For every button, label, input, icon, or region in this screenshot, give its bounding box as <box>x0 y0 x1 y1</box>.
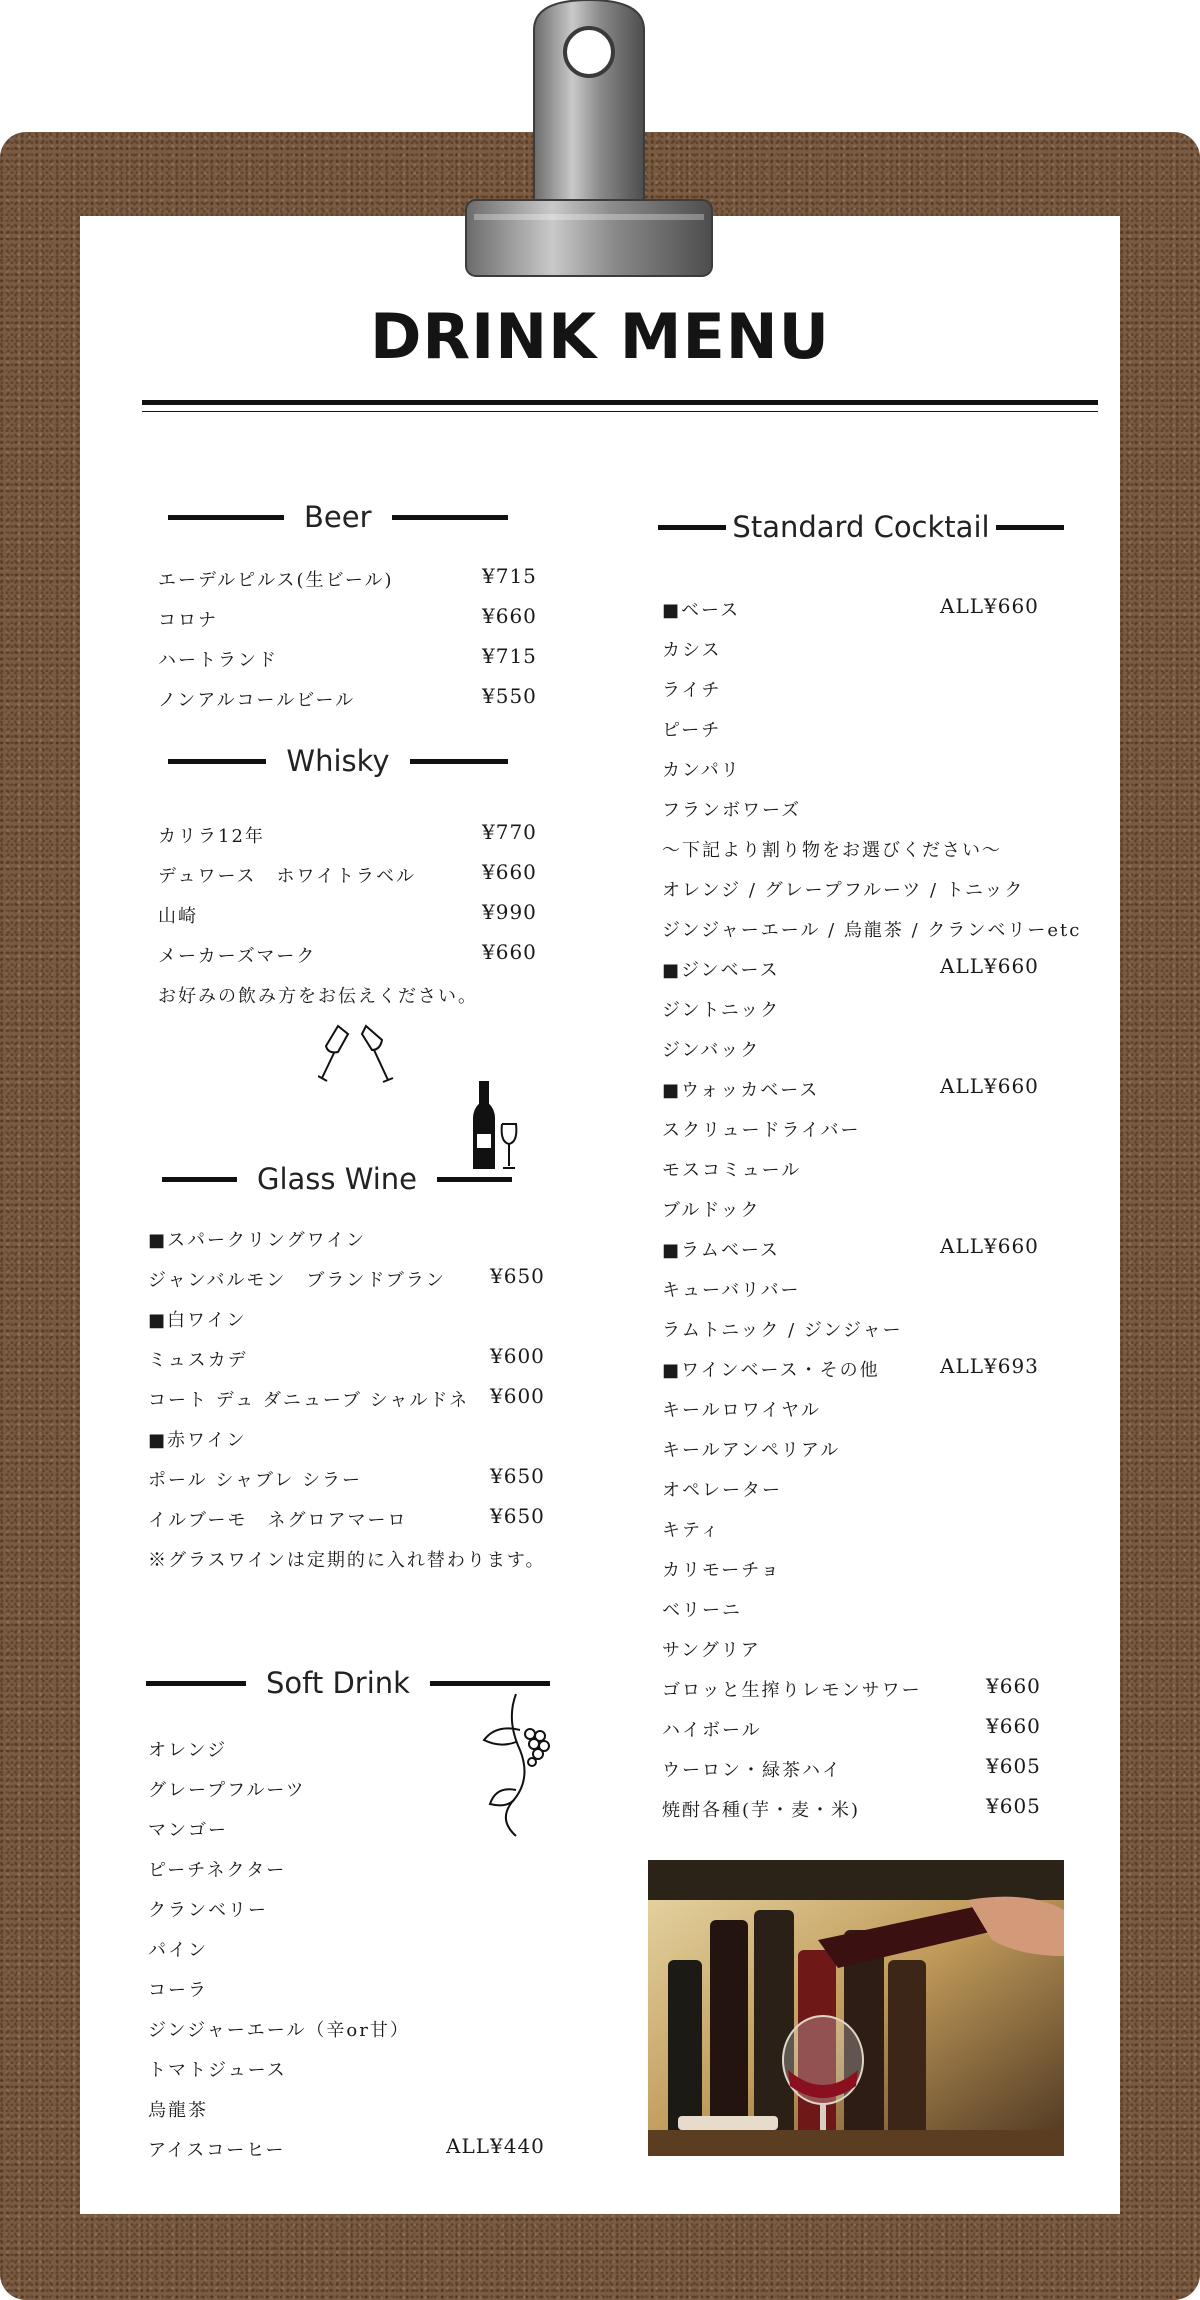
cocktail-item-name: オペレーター <box>662 1480 782 1501</box>
cocktail-item-name: キールアンペリアル <box>662 1440 841 1461</box>
cocktail-item-name: ラムトニック / ジンジャー <box>662 1320 903 1341</box>
beer-item-name: ハートランド <box>158 650 278 671</box>
wine-pouring-photo <box>648 1860 1064 2156</box>
glass-wine-item-name: イルブーモ ネグロアマーロ <box>148 1510 408 1531</box>
cocktail-item-name: カンパリ <box>662 760 741 781</box>
cocktail-item-name: オレンジ / グレープフルーツ / トニック <box>662 880 1025 901</box>
cocktail-item-name: ■ワインベース・その他 <box>662 1360 880 1381</box>
cocktail-item-price: ¥605 <box>986 1754 1041 1778</box>
soft-drink-item-name: グレープフルーツ <box>148 1780 306 1801</box>
whisky-item-name: 山崎 <box>158 906 198 927</box>
whisky-heading <box>168 744 508 778</box>
cocktail-item-name: 焼酎各種(芋・麦・米) <box>662 1800 861 1821</box>
glass-wine-item-price: ¥650 <box>490 1464 545 1488</box>
wine-bottle-glass-icon <box>468 1080 520 1172</box>
cocktail-item-name: ～下記より割り物をお選びください～ <box>662 840 1002 861</box>
whisky-item-price: ¥660 <box>482 860 537 884</box>
soft-drink-heading-label: Soft Drink <box>266 1666 410 1700</box>
binder-clip-icon <box>464 0 714 280</box>
cocktail-item-name: サングリア <box>662 1640 761 1661</box>
cocktail-item-name: ハイボール <box>662 1720 762 1741</box>
glass-wine-item-name: ■スパークリングワイン <box>148 1230 367 1251</box>
cocktail-item-name: フランボワーズ <box>662 800 802 821</box>
cocktail-item-name: キューバリバー <box>662 1280 801 1301</box>
cocktail-item-name: キティ <box>662 1520 721 1541</box>
beer-heading-label: Beer <box>304 500 372 534</box>
cocktail-item-price: ALL¥660 <box>940 594 1039 618</box>
cocktail-item-name: ジントニック <box>662 1000 781 1021</box>
glass-wine-item-name: ポール シャブレ シラー <box>148 1470 363 1491</box>
cocktail-item-price: ALL¥660 <box>940 1234 1039 1258</box>
soft-drink-price: ALL¥440 <box>446 2134 545 2158</box>
cocktail-item-name: キールロワイヤル <box>662 1400 821 1421</box>
cocktail-item-name: ウーロン・緑茶ハイ <box>662 1760 842 1781</box>
title-rule-thin <box>142 411 1098 412</box>
cocktail-item-name: ゴロッと生搾りレモンサワー <box>662 1680 922 1701</box>
soft-drink-item-name: クランベリー <box>148 1900 268 1921</box>
glass-wine-item-name: ジャンバルモン ブランドブラン <box>148 1270 446 1291</box>
cocktail-item-price: ¥660 <box>986 1674 1041 1698</box>
page-title: DRINK MENU <box>369 300 831 373</box>
whisky-heading-label: Whisky <box>286 744 390 778</box>
whisky-item-price: ¥990 <box>482 900 537 924</box>
glass-wine-item-price: ¥650 <box>490 1264 545 1288</box>
beer-item-price: ¥715 <box>482 644 537 668</box>
cocktail-item-name: ジンバック <box>662 1040 761 1061</box>
cocktail-item-name: ブルドック <box>662 1200 761 1221</box>
glass-wine-item-name: ミュスカデ <box>148 1350 248 1371</box>
cocktail-item-name: ライチ <box>662 680 722 701</box>
cocktail-item-name: カリモーチョ <box>662 1560 781 1581</box>
soft-drink-item-name: パイン <box>148 1940 208 1961</box>
beer-heading <box>168 500 508 534</box>
glass-wine-item-price: ¥600 <box>490 1384 545 1408</box>
cocktail-item-price: ALL¥660 <box>940 954 1039 978</box>
beer-item-price: ¥550 <box>482 684 537 708</box>
soft-drink-item-name: トマトジュース <box>148 2060 287 2081</box>
title-rule <box>142 400 1098 405</box>
cocktail-item-name: カシス <box>662 640 722 661</box>
cocktail-item-name: スクリュードライバー <box>662 1120 861 1141</box>
glass-wine-item-name: ■赤ワイン <box>148 1430 247 1451</box>
soft-drink-item-name: アイスコーヒー <box>148 2140 286 2161</box>
cocktail-item-price: ALL¥660 <box>940 1074 1039 1098</box>
soft-drink-item-name: ジンジャーエール（辛or甘） <box>148 2020 410 2041</box>
glass-wine-item-price: ¥650 <box>490 1504 545 1528</box>
beer-item-name: コロナ <box>158 610 218 631</box>
glass-wine-item-name: ■白ワイン <box>148 1310 247 1331</box>
cocktail-item-price: ¥660 <box>986 1714 1041 1738</box>
cocktail-item-name: ピーチ <box>662 720 722 741</box>
beer-item-price: ¥715 <box>482 564 537 588</box>
cocktail-item-name: ■ベース <box>662 600 741 621</box>
glass-wine-heading <box>162 1162 512 1196</box>
cocktail-heading-label: Standard Cocktail <box>732 510 990 544</box>
glass-wine-note: ※グラスワインは定期的に入れ替わります。 <box>148 1550 546 1571</box>
cocktail-item-name: ベリーニ <box>662 1600 742 1621</box>
glass-wine-item-price: ¥600 <box>490 1344 545 1368</box>
soft-drink-item-name: 烏龍茶 <box>148 2100 208 2121</box>
soft-drink-item-name: コーラ <box>148 1980 208 2001</box>
cocktail-heading <box>658 510 1064 544</box>
whisky-item-name: デュワース ホワイトラベル <box>158 866 417 887</box>
beer-item-name: ノンアルコールビール <box>158 690 356 711</box>
cocktail-item-price: ¥605 <box>986 1794 1041 1818</box>
soft-drink-item-name: オレンジ <box>148 1740 228 1761</box>
whisky-note: お好みの飲み方をお伝えください。 <box>158 986 478 1007</box>
glass-wine-item-name: コート デュ ダニューブ シャルドネ <box>148 1390 470 1411</box>
whisky-item-price: ¥660 <box>482 940 537 964</box>
cocktail-item-name: モスコミュール <box>662 1160 802 1181</box>
toasting-glasses-icon <box>318 1020 398 1090</box>
grape-vine-icon <box>476 1690 556 1840</box>
soft-drink-item-name: マンゴー <box>148 1820 228 1841</box>
glass-wine-heading-label: Glass Wine <box>256 1162 418 1196</box>
beer-item-price: ¥660 <box>482 604 537 628</box>
cocktail-item-name: ■ウォッカベース <box>662 1080 820 1101</box>
beer-item-name: エーデルピルス(生ビール) <box>158 570 394 591</box>
cocktail-item-name: ジンジャーエール / 烏龍茶 / クランベリーetc <box>662 920 1082 941</box>
cocktail-item-name: ■ラムベース <box>662 1240 780 1261</box>
whisky-item-name: カリラ12年 <box>158 826 265 847</box>
cocktail-item-name: ■ジンベース <box>662 960 780 981</box>
whisky-item-price: ¥770 <box>482 820 537 844</box>
whisky-item-name: メーカーズマーク <box>158 946 317 967</box>
cocktail-item-price: ALL¥693 <box>940 1354 1039 1378</box>
soft-drink-item-name: ピーチネクター <box>148 1860 287 1881</box>
